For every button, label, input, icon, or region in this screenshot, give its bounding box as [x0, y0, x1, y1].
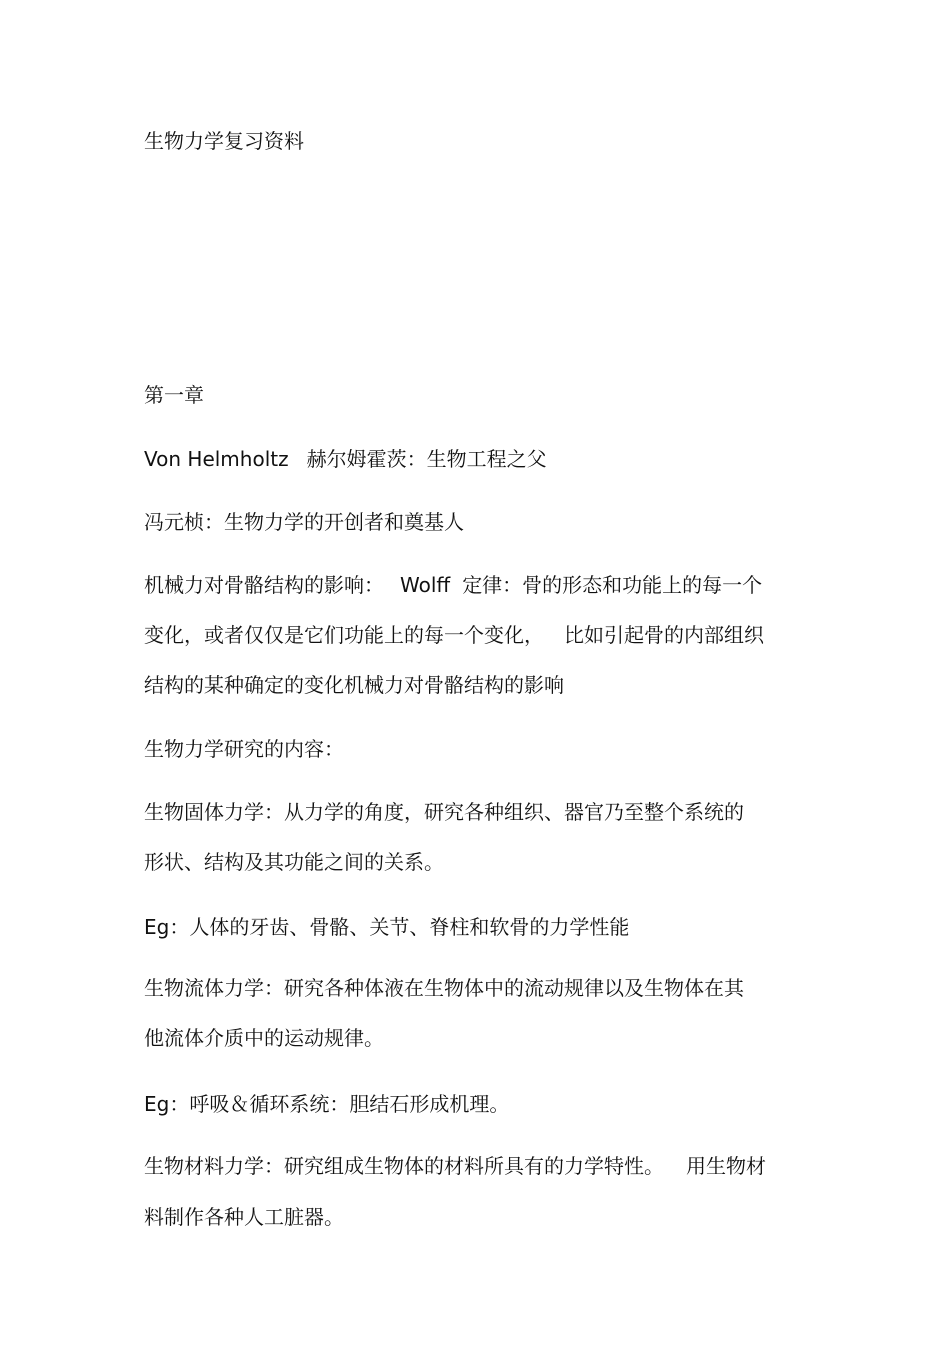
- wolff-line-2b: 比如引起骨的内部组织: [564, 623, 764, 647]
- wolff-law: 定律：骨的形态和功能上的每一个: [462, 573, 763, 597]
- material-line-1a: 生物材料力学：研究组成生物体的材料所具有的力学特性。: [144, 1154, 664, 1178]
- solid-mechanics-line-2: 形状、结构及其功能之间的关系。: [144, 850, 444, 874]
- material-mechanics-line-2: 料制作各种人工脏器。: [144, 1205, 344, 1229]
- fluid-mechanics-line-1: 生物流体力学：研究各种体液在生物体中的流动规律以及生物体在其: [144, 976, 744, 1000]
- helmholtz-line: [144, 447, 547, 471]
- content-heading: 生物力学研究的内容：: [144, 737, 344, 761]
- chapter-heading: 第一章: [144, 383, 204, 407]
- document-title: 生物力学复习资料: [144, 129, 304, 153]
- solid-mechanics-line-1: 生物固体力学：从力学的角度，研究各种组织、器官乃至整个系统的: [144, 800, 744, 824]
- material-line-1b: 用生物材: [686, 1154, 766, 1178]
- material-mechanics-line-1: [144, 1154, 766, 1178]
- wolff-line-2: [144, 623, 764, 647]
- wolff-line-1: [144, 573, 762, 597]
- helmholtz-desc: 赫尔姆霍茨：生物工程之父: [306, 447, 547, 471]
- helmholtz-name: Von Helmholtz: [144, 447, 289, 471]
- wolff-intro: 机械力对骨骼结构的影响：: [144, 573, 384, 597]
- feng-line: 冯元桢：生物力学的开创者和奠基人: [144, 510, 464, 534]
- wolff-line-3: 结构的某种确定的变化机械力对骨骼结构的影响: [144, 673, 564, 697]
- fluid-mechanics-example: Eg：呼吸＆循环系统：胆结石形成机理。: [144, 1092, 510, 1116]
- fluid-mechanics-line-2: 他流体介质中的运动规律。: [144, 1026, 384, 1050]
- wolff-line-2a: 变化，或者仅仅是它们功能上的每一个变化，: [144, 623, 544, 647]
- wolff-name: Wolff: [400, 573, 451, 597]
- solid-mechanics-example: Eg：人体的牙齿、骨骼、关节、脊柱和软骨的力学性能: [144, 915, 630, 939]
